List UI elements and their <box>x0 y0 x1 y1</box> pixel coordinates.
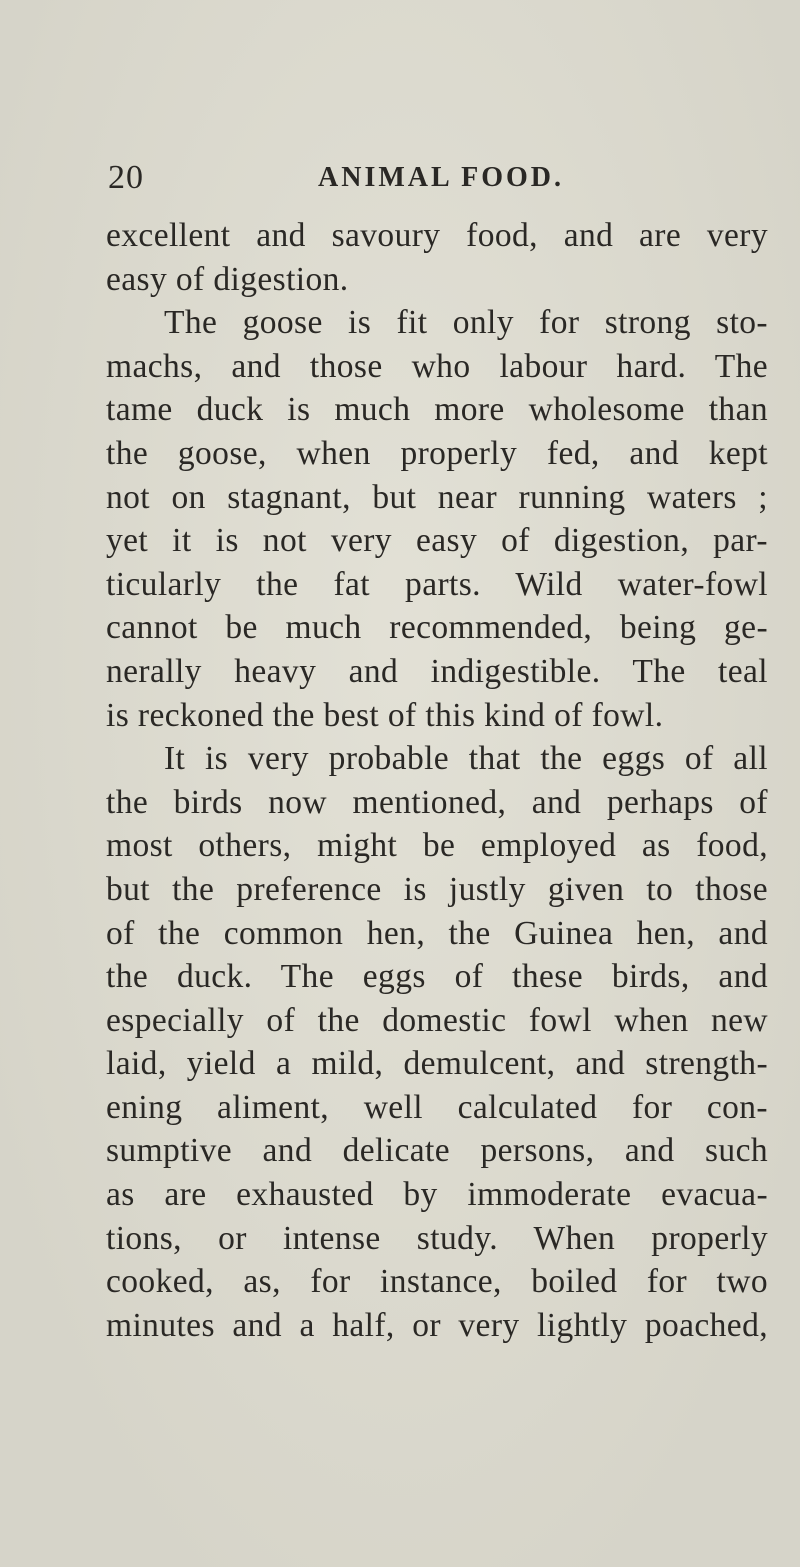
text-line: machs, and those who labour hard. The <box>106 347 768 385</box>
text-line: tions, or intense study. When properly <box>106 1219 768 1257</box>
text-line: but the preference is justly given to those <box>106 870 768 908</box>
page-number: 20 <box>108 159 144 196</box>
running-head: ANIMAL FOOD. <box>318 162 564 193</box>
text-line: The goose is fit only for strong sto- <box>164 304 768 342</box>
text-line: as are exhausted by immoderate evacua- <box>106 1176 768 1214</box>
text-line: laid, yield a mild, demulcent, and strength- <box>106 1045 768 1083</box>
text-line: is reckoned the best of this kind of fowl. <box>106 696 664 734</box>
text-line: most others, might be employed as food, <box>106 827 768 865</box>
text-line: the duck. The eggs of these birds, and <box>106 958 768 996</box>
text-line: ening aliment, well calculated for con- <box>106 1088 768 1126</box>
text-line: cooked, as, for instance, boiled for two <box>106 1263 768 1301</box>
text-line: sumptive and delicate persons, and such <box>106 1132 768 1170</box>
text-line: cannot be much recommended, being ge- <box>106 609 768 647</box>
text-line: tame duck is much more wholesome than <box>106 391 768 429</box>
text-line: easy of digestion. <box>106 260 349 298</box>
text-line: not on stagnant, but near running waters ; <box>106 478 768 516</box>
text-line: yet it is not very easy of digestion, par- <box>106 522 768 560</box>
text-line: It is very probable that the eggs of all <box>164 740 768 778</box>
text-line: of the common hen, the Guinea hen, and <box>106 914 768 952</box>
text-line: ticularly the fat parts. Wild water-fowl <box>106 565 768 603</box>
body-text <box>106 214 768 1347</box>
text-line: excellent and savoury food, and are very <box>106 217 768 254</box>
page-header <box>108 158 768 198</box>
text-line: the birds now mentioned, and perhaps of <box>106 783 768 821</box>
text-line: especially of the domestic fowl when new <box>106 1001 768 1039</box>
text-line: minutes and a half, or very lightly poached, <box>106 1306 768 1344</box>
text-line: the goose, when properly fed, and kept <box>106 434 768 472</box>
text-line: nerally heavy and indigestible. The teal <box>106 652 768 690</box>
